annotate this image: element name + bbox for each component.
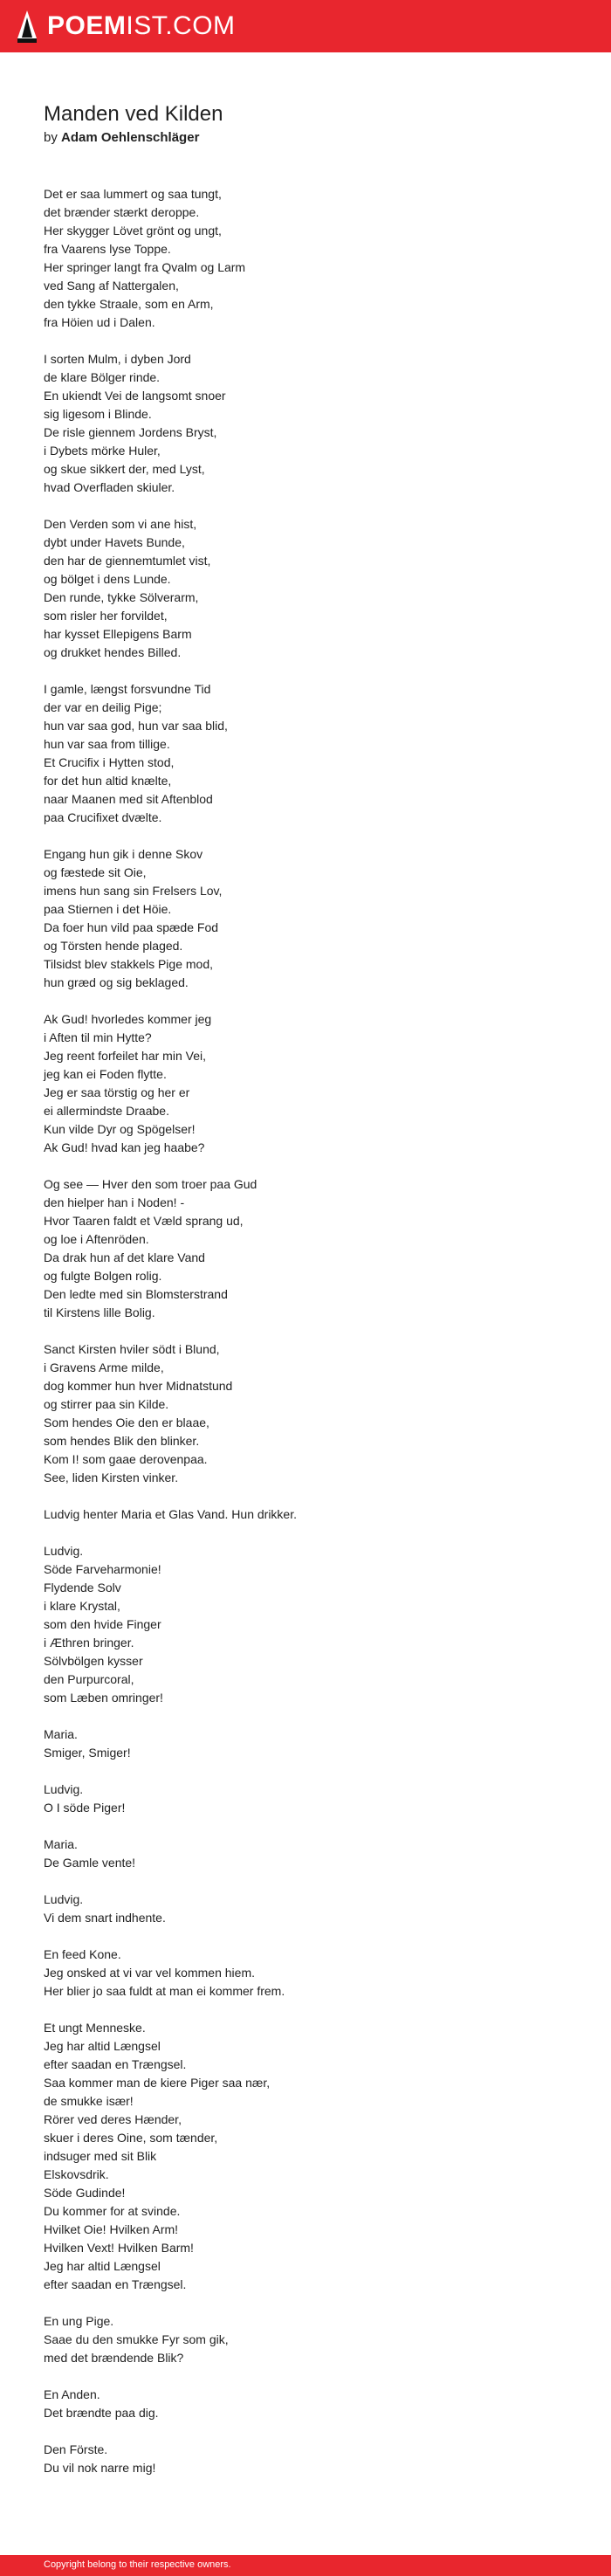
poem-line: i Dybets mörke Huler,: [44, 444, 161, 458]
poem-line: for det hun altid knælte,: [44, 774, 172, 788]
poem-stanza: [44, 1340, 567, 1487]
poem-line: Ludvig henter Maria et Glas Vand. Hun drikker.: [44, 1507, 298, 1521]
poem-stanza: [44, 1505, 567, 1524]
poem-line: Hvilket Oie! Hvilken Arm!: [44, 2222, 179, 2236]
poem-line: Kom I! som gaae derovenpaa.: [44, 1452, 208, 1466]
poem-line: Hvilken Vext! Hvilken Barm!: [44, 2241, 194, 2255]
poem-line: dybt under Havets Bunde,: [44, 535, 185, 549]
poem-line: Da drak hun af det klare Vand: [44, 1250, 205, 1264]
poem-stanza: [44, 2441, 567, 2477]
poem-stanza: [44, 2386, 567, 2422]
poem-line: Den ledte med sin Blomsterstrand: [44, 1287, 228, 1301]
poem-stanza: [44, 2312, 567, 2367]
poem-stanza: [44, 515, 567, 662]
logo-text-bold: POEM: [47, 11, 127, 40]
poem-line: sig ligesom i Blinde.: [44, 407, 152, 421]
poem-line: som Læben omringer!: [44, 1691, 163, 1705]
poem-line: Jeg reent forfeilet har min Vei,: [44, 1049, 206, 1063]
poem-line: Rörer ved deres Hænder,: [44, 2112, 182, 2126]
poem-line: til Kirstens lille Bolig.: [44, 1305, 155, 1319]
poem-stanza: [44, 1542, 567, 1707]
poem-line: Som hendes Oie den er blaae,: [44, 1415, 209, 1429]
poem-line: i Aften til min Hytte?: [44, 1030, 152, 1044]
poem-stanza: [44, 2019, 567, 2294]
poem-line: Jeg har altid Længsel: [44, 2039, 161, 2053]
poem-line: Det brændte paa dig.: [44, 2406, 159, 2420]
poem-line: Jeg er saa törstig og her er: [44, 1085, 190, 1099]
poem-line: Jeg onsked at vi var vel kommen hiem.: [44, 1966, 255, 1980]
poem-line: Du vil nok narre mig!: [44, 2461, 156, 2475]
poem-line: det brænder stærkt deroppe.: [44, 205, 200, 219]
poem-line: hvad Overfladen skiuler.: [44, 480, 175, 494]
poem-line: Söde Gudinde!: [44, 2186, 126, 2200]
poem-line: Da foer hun vild paa spæde Fod: [44, 920, 219, 934]
poem-line: fra Höien ud i Dalen.: [44, 315, 155, 329]
site-logo-link[interactable]: [16, 9, 236, 44]
poem-line: i klare Krystal,: [44, 1599, 120, 1613]
poem-stanza: [44, 1836, 567, 1872]
poem-line: Ak Gud! hvorledes kommer jeg: [44, 1012, 212, 1026]
poem-stanza: [44, 1175, 567, 1322]
poem-line: Söde Farveharmonie!: [44, 1562, 161, 1576]
site-footer: [0, 2555, 611, 2576]
poem-line: ved Sang af Nattergalen,: [44, 279, 179, 293]
poem-line: og fæstede sit Oie,: [44, 865, 147, 879]
poem-line: efter saadan en Trængsel.: [44, 2057, 187, 2071]
poem-line: Maria.: [44, 1837, 78, 1851]
poem-line: Saa kommer man de kiere Piger saa nær,: [44, 2076, 271, 2090]
site-logo-text: [47, 13, 236, 39]
poem-stanza: [44, 1891, 567, 1927]
poem-line: der var en deilig Pige;: [44, 700, 162, 714]
poem-line: jeg kan ei Foden flytte.: [44, 1067, 167, 1081]
poem-line: dog kommer hun hver Midnatstund: [44, 1379, 233, 1393]
poem-line: i Æthren bringer.: [44, 1636, 134, 1650]
poem-line: En Anden.: [44, 2387, 100, 2401]
poem-stanza: [44, 1725, 567, 1762]
poem-line: Flydende Solv: [44, 1581, 121, 1595]
poem-stanza: [44, 1780, 567, 1817]
poem-line: fra Vaarens lyse Toppe.: [44, 242, 171, 256]
poem-line: og bölget i dens Lunde.: [44, 572, 171, 586]
logo-text-light: IST.COM: [126, 11, 236, 40]
poem-stanza: [44, 1946, 567, 2001]
poem-line: Ludvig.: [44, 1544, 84, 1558]
poem-line: See, liden Kirsten vinker.: [44, 1471, 179, 1484]
poem-line: den har de giennemtumlet vist,: [44, 554, 211, 568]
poem-line: Vi dem snart indhente.: [44, 1911, 166, 1925]
poem-line: Den runde, tykke Sölverarm,: [44, 590, 199, 604]
poem-line: de klare Bölger rinde.: [44, 370, 161, 384]
poem-line: efter saadan en Trængsel.: [44, 2277, 187, 2291]
by-label: by: [44, 130, 58, 145]
poem-line: og fulgte Bolgen rolig.: [44, 1269, 162, 1283]
poem-line: Smiger, Smiger!: [44, 1746, 131, 1760]
poem-line: Elskovsdrik.: [44, 2167, 109, 2181]
poem-line: Et Crucifix i Hytten stod,: [44, 755, 175, 769]
poem-line: Ludvig.: [44, 1892, 84, 1906]
poem-stanza: [44, 1010, 567, 1157]
poem-line: Her springer langt fra Qvalm og Larm: [44, 260, 246, 274]
poem-line: O I söde Piger!: [44, 1801, 126, 1815]
author-link[interactable]: Adam Oehlenschläger: [61, 130, 200, 145]
poem-line: Ak Gud! hvad kan jeg haabe?: [44, 1140, 205, 1154]
poem-line: Det er saa lummert og saa tungt,: [44, 187, 222, 201]
poem-line: naar Maanen med sit Aftenblod: [44, 792, 213, 806]
poem-line: paa Crucifixet dvælte.: [44, 810, 162, 824]
poem-line: hun var saa from tillige.: [44, 737, 170, 751]
poem-line: Sölvbölgen kysser: [44, 1654, 143, 1668]
poem-line: Tilsidst blev stakkels Pige mod,: [44, 957, 213, 971]
poem-line: En feed Kone.: [44, 1947, 121, 1961]
poem-line: Ludvig.: [44, 1782, 84, 1796]
poem-line: Saae du den smukke Fyr som gik,: [44, 2332, 229, 2346]
poem-line: den Purpurcoral,: [44, 1672, 134, 1686]
poem-line: Den Verden som vi ane hist,: [44, 517, 197, 531]
poem-line: I sorten Mulm, i dyben Jord: [44, 352, 191, 366]
poem-title: Manden ved Kilden: [44, 102, 223, 126]
poem-line: Den Förste.: [44, 2442, 108, 2456]
poem-line: med det brændende Blik?: [44, 2351, 184, 2365]
poem-line: og skue sikkert der, med Lyst,: [44, 462, 205, 476]
poem-line: de smukke især!: [44, 2094, 134, 2108]
poem-stanza: [44, 680, 567, 827]
poem-line: Og see — Hver den som troer paa Gud: [44, 1177, 257, 1191]
poem-line: hun græd og sig beklaged.: [44, 975, 189, 989]
poem-content: [44, 101, 567, 2496]
poem-stanza: [44, 845, 567, 992]
poem-line: Her skygger Lövet grönt og ungt,: [44, 224, 222, 238]
poem-line: Engang hun gik i denne Skov: [44, 847, 203, 861]
poem-line: som risler her forvildet,: [44, 609, 168, 623]
poem-stanza: [44, 185, 567, 332]
poem-line: imens hun sang sin Frelsers Lov,: [44, 884, 223, 898]
poem-line: og stirrer paa sin Kilde.: [44, 1397, 169, 1411]
poem-line: skuer i deres Oine, som tænder,: [44, 2131, 218, 2145]
poem-line: og Törsten hende plaged.: [44, 939, 183, 953]
poem-line: har kysset Ellepigens Barm: [44, 627, 192, 641]
poem-line: I gamle, længst forsvundne Tid: [44, 682, 211, 696]
poem-line: De risle giennem Jordens Bryst,: [44, 425, 217, 439]
poem-line: Hvor Taaren faldt et Væld sprang ud,: [44, 1214, 244, 1228]
pen-nib-icon: [16, 9, 38, 44]
poem-stanza: [44, 350, 567, 497]
poem-line: den hielper han i Noden! -: [44, 1195, 185, 1209]
poem-byline: [44, 129, 567, 147]
poem-line: den tykke Straale, som en Arm,: [44, 297, 214, 311]
poem-line: Sanct Kirsten hviler södt i Blund,: [44, 1342, 220, 1356]
poem-body: [44, 185, 567, 2477]
poem-line: Her blier jo saa fuldt at man ei kommer frem.: [44, 1984, 285, 1998]
poem-line: og loe i Aftenröden.: [44, 1232, 149, 1246]
site-header: [0, 0, 611, 52]
poem-line: Maria.: [44, 1727, 78, 1741]
poem-line: paa Stiernen i det Höie.: [44, 902, 172, 916]
poem-line: Kun vilde Dyr og Spögelser!: [44, 1122, 196, 1136]
poem-line: De Gamle vente!: [44, 1856, 136, 1870]
poem-line: Jeg har altid Længsel: [44, 2259, 161, 2273]
poem-line: som den hvide Finger: [44, 1617, 161, 1631]
poem-line: En ung Pige.: [44, 2314, 114, 2328]
poem-line: Du kommer for at svinde.: [44, 2204, 181, 2218]
poem-line: ei allermindste Draabe.: [44, 1104, 169, 1118]
poem-line: Et ungt Menneske.: [44, 2021, 146, 2035]
poem-line: og drukket hendes Billed.: [44, 645, 182, 659]
poem-line: En ukiendt Vei de langsomt snoer: [44, 389, 226, 403]
copyright-text: Copyright belong to their respective owners.: [44, 2559, 231, 2570]
poem-line: i Gravens Arme milde,: [44, 1360, 164, 1374]
poem-line: hun var saa god, hun var saa blid,: [44, 719, 228, 733]
poem-line: indsuger med sit Blik: [44, 2149, 157, 2163]
poem-line: som hendes Blik den blinker.: [44, 1434, 200, 1448]
